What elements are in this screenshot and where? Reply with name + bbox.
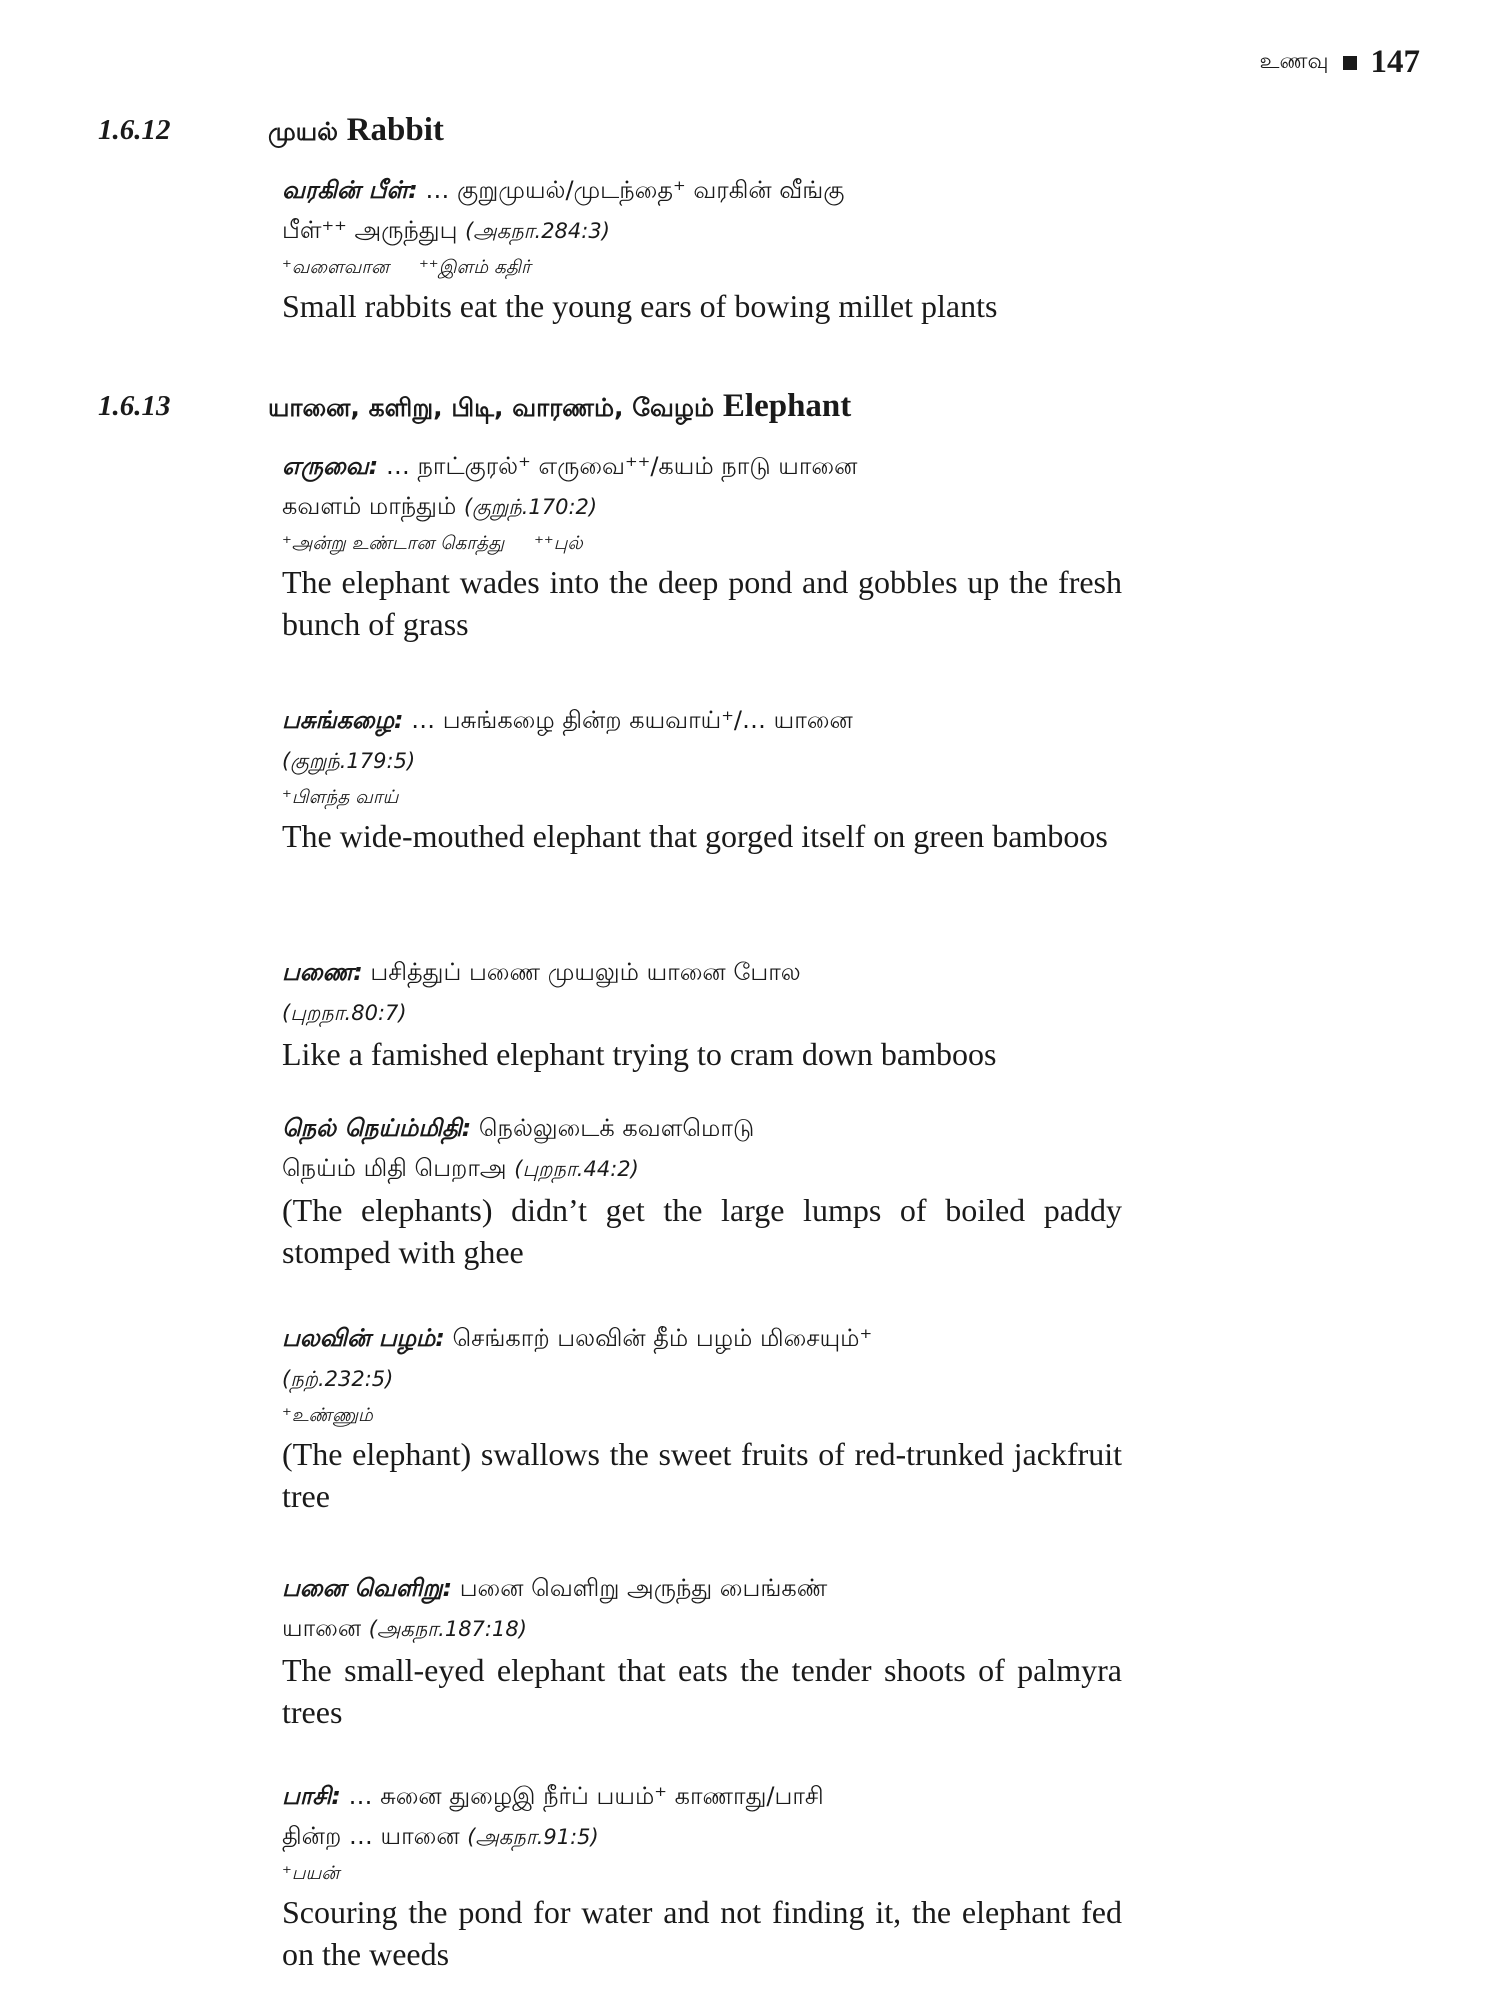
reference: (புறநா.80:7) xyxy=(282,1001,407,1025)
english-translation: Small rabbits eat the young ears of bowing millet plants xyxy=(282,288,998,324)
entry-term: பனை வெளிறு: xyxy=(282,1574,453,1602)
reference: (அகநா.284:3) xyxy=(465,219,610,243)
quote-text: நெய்ம் மிதி பெறாஅ xyxy=(282,1154,507,1182)
section-title-english: Elephant xyxy=(722,388,852,424)
entry xyxy=(282,1318,1122,1517)
quote-text: … பசுங்கழை தின்ற கயவாய்⁺/… யானை xyxy=(411,706,853,734)
gloss-line xyxy=(282,1857,1122,1891)
reference: (அகநா.187:18) xyxy=(368,1617,527,1641)
tamil-quote-line xyxy=(282,1148,1122,1189)
reference: (நற்.232:5) xyxy=(282,1367,394,1391)
entry xyxy=(282,1108,1122,1273)
tamil-quote-line xyxy=(282,700,1122,740)
section-number: 1.6.13 xyxy=(98,390,171,422)
section-number: 1.6.12 xyxy=(98,114,171,146)
tamil-quote-line xyxy=(282,740,1122,781)
entry-term: வரகின் பீள்: xyxy=(282,176,418,204)
quote-text: … நாட்குரல்⁺ எருவை⁺⁺/கயம் நாடு யானை xyxy=(385,452,858,480)
tamil-quote-line xyxy=(282,992,1122,1033)
english-translation: The small-eyed elephant that eats the tender shoots of palmyra trees xyxy=(282,1652,1122,1730)
entry xyxy=(282,700,1122,857)
entry-term: பாசி: xyxy=(282,1782,341,1810)
quote-text: பீள்⁺⁺ அருந்துபு xyxy=(282,216,458,244)
entry xyxy=(282,446,1122,645)
entry xyxy=(282,1776,1122,1975)
gloss-item: ⁺உண்ணும் xyxy=(282,1405,373,1426)
gloss-line xyxy=(282,251,1122,285)
reference: (புறநா.44:2) xyxy=(514,1157,639,1181)
gloss-item: ⁺பயன் xyxy=(282,1863,340,1884)
english-translation: The elephant wades into the deep pond and gobbles up the fresh bunch of grass xyxy=(282,564,1122,642)
gloss-item: ⁺⁺புல் xyxy=(534,533,583,554)
gloss-line xyxy=(282,1399,1122,1433)
entry-term: பசுங்கழை: xyxy=(282,706,404,734)
tamil-quote-line xyxy=(282,1776,1122,1816)
english-translation: (The elephant) swallows the sweet fruits of red-trunked jackfruit tree xyxy=(282,1436,1122,1514)
gloss-item: ⁺பிளந்த வாய் xyxy=(282,787,399,808)
entry xyxy=(282,952,1122,1075)
quote-text: … குறுமுயல்/முடந்தை⁺ வரகின் வீங்கு xyxy=(425,176,845,204)
entry-term: பலவின் பழம்: xyxy=(282,1324,445,1352)
tamil-quote-line xyxy=(282,952,1122,992)
quote-text: … சுனை துழைஇ நீர்ப் பயம்⁺ காணாது/பாசி xyxy=(348,1782,824,1810)
gloss-item: ⁺⁺இளம் கதிர் xyxy=(418,257,531,278)
quote-text: செங்காற் பலவின் தீம் பழம் மிசையும்⁺ xyxy=(452,1324,873,1352)
quote-text: பனை வெளிறு அருந்து பைங்கண் xyxy=(459,1574,828,1602)
entry-term: எருவை: xyxy=(282,452,379,480)
running-title: உணவு xyxy=(1259,48,1329,74)
tamil-quote-line xyxy=(282,1568,1122,1608)
english-translation: The wide-mouthed elephant that gorged itself on green bamboos xyxy=(282,818,1108,854)
gloss-item: ⁺அன்று உண்டான கொத்து xyxy=(282,533,505,554)
tamil-quote-line xyxy=(282,170,1122,210)
quote-text: கவளம் மாந்தும் xyxy=(282,492,457,520)
tamil-quote-line xyxy=(282,1608,1122,1649)
quote-text: தின்ற … யானை xyxy=(282,1822,460,1850)
section-title xyxy=(268,112,444,150)
section-title xyxy=(268,388,851,426)
section-title-english: Rabbit xyxy=(346,112,444,148)
tamil-quote-line xyxy=(282,210,1122,251)
tamil-quote-line xyxy=(282,1358,1122,1399)
tamil-quote-line xyxy=(282,1108,1122,1148)
section-title-tamil: யானை, களிறு, பிடி, வாரணம், வேழம் xyxy=(268,393,715,422)
page-number: 147 xyxy=(1370,44,1420,80)
entry-term: நெல் நெய்ம்மிதி: xyxy=(282,1114,472,1142)
gloss-item: ⁺வளைவான xyxy=(282,257,389,278)
english-translation: (The elephants) didn’t get the large lumps of boiled paddy stomped with ghee xyxy=(282,1192,1122,1270)
section-title-tamil: முயல் xyxy=(268,117,338,146)
english-translation: Scouring the pond for water and not finding it, the elephant fed on the weeds xyxy=(282,1894,1122,1972)
tamil-quote-line xyxy=(282,446,1122,486)
page-header xyxy=(1259,44,1420,81)
entry xyxy=(282,1568,1122,1733)
quote-text: நெல்லுடைக் கவளமொடு xyxy=(478,1114,755,1142)
reference: (குறுந்.170:2) xyxy=(463,495,598,519)
tamil-quote-line xyxy=(282,1318,1122,1358)
gloss-line xyxy=(282,527,1122,561)
english-translation: Like a famished elephant trying to cram down bamboos xyxy=(282,1036,997,1072)
header-square-icon xyxy=(1343,56,1357,70)
tamil-quote-line xyxy=(282,1816,1122,1857)
quote-text: யானை xyxy=(282,1614,362,1642)
entry-term: பணை: xyxy=(282,958,363,986)
quote-text: பசித்துப் பணை முயலும் யானை போல xyxy=(370,958,801,986)
entry xyxy=(282,170,1122,327)
reference: (குறுந்.179:5) xyxy=(282,749,416,773)
tamil-quote-line xyxy=(282,486,1122,527)
gloss-line xyxy=(282,781,1122,815)
reference: (அகநா.91:5) xyxy=(467,1825,599,1849)
